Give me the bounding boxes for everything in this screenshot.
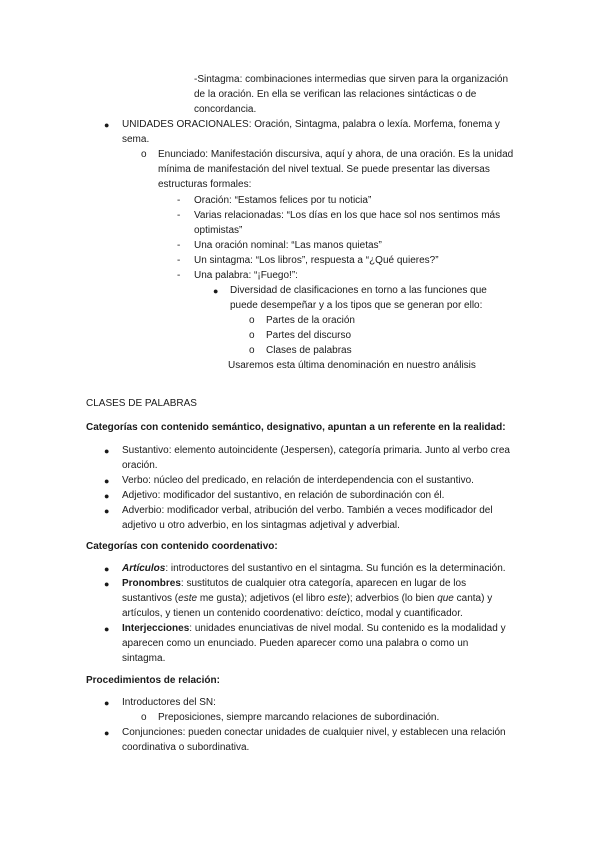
articulos-text: : introductores del sustantivo en el sintagma. Su función es la determinación. xyxy=(165,563,506,574)
preposiciones-line: Preposiciones, siempre marcando relaciones de subordinación. xyxy=(158,712,440,723)
circle-bullet-icon: o xyxy=(141,149,147,160)
diversidad-line-2: puede desempeñar y a los tipos que se generan por ello: xyxy=(230,300,483,311)
adverbio-line-1: Adverbio: modificador verbal, atribución del verbo. También a veces modificador del xyxy=(122,505,493,516)
pronombres-line-3: artículos, y tienen un contenido coordenativo: deíctico, modal y cuantificador. xyxy=(122,608,463,619)
pron-seg: sustantivos ( xyxy=(122,593,179,604)
enunciado-line-1: Enunciado: Manifestación discursiva, aquí y ahora, de una oración. Es la unidad xyxy=(158,149,514,160)
sub-item-partes-oracion: Partes de la oración xyxy=(266,315,355,326)
pron-seg: ); adverbios (lo bien xyxy=(346,593,438,604)
semantic-heading: Categorías con contenido semántico, designativo, apuntan a un referente en la realidad: xyxy=(86,422,506,433)
pron-seg: me gusta); adjetivos (el libro xyxy=(197,593,328,604)
sintagma-line-3: concordancia. xyxy=(194,104,257,115)
articulos-line xyxy=(122,562,506,576)
usaremos-line: Usaremos esta última denominación en nuestro análisis xyxy=(228,360,476,371)
dash-item-varias-line-2: optimistas” xyxy=(194,225,243,236)
circle-bullet-icon: o xyxy=(141,712,147,723)
conjunciones-line-1: Conjunciones: pueden conectar unidades de cualquier nivel, y establecen una relación xyxy=(122,727,506,738)
sub-item-clases-palabras: Clases de palabras xyxy=(266,345,352,356)
conjunciones-line-2: coordinativa o subordinativa. xyxy=(122,742,250,753)
pron-seg-italic: que xyxy=(437,593,454,604)
enunciado-line-3: estructuras formales: xyxy=(158,179,252,190)
circle-bullet-icon: o xyxy=(249,345,255,356)
pronombres-text: : sustitutos de cualquier otra categoría, aparecen en lugar de los xyxy=(180,578,467,589)
bullet-icon: ● xyxy=(213,286,219,296)
articulos-label: Artículos xyxy=(122,563,166,574)
dash-icon: - xyxy=(177,210,181,221)
interjecciones-line-3: sintagma. xyxy=(122,653,166,664)
interjecciones-text: : unidades enunciativas de nivel modal. Su contenido es la modalidad y xyxy=(189,623,506,634)
bullet-icon: ● xyxy=(104,506,110,516)
dash-item-nominal: Una oración nominal: “Las manos quietas” xyxy=(194,240,382,251)
interjecciones-label: Interjecciones xyxy=(122,623,190,634)
bullet-icon: ● xyxy=(104,491,110,501)
pron-seg: canta) y xyxy=(453,593,493,604)
pronombres-label: Pronombres xyxy=(122,578,181,589)
pron-seg-italic: este xyxy=(327,593,347,604)
sustantivo-line-2: oración. xyxy=(122,460,158,471)
interjecciones-line-1 xyxy=(122,622,506,636)
procedimientos-heading: Procedimientos de relación: xyxy=(86,675,220,686)
dash-item-palabra: Una palabra: “¡Fuego!”: xyxy=(194,270,298,281)
dash-icon: - xyxy=(177,270,181,281)
unidades-line-2: sema. xyxy=(122,134,150,145)
introductores-line: Introductores del SN: xyxy=(122,697,216,708)
interjecciones-line-2: aparecen como un enunciado. Pueden aparecer como una palabra o como un xyxy=(122,638,469,649)
enunciado-line-2: mínima de manifestación del nivel textual. Se puede presentar las diversas xyxy=(158,164,490,175)
bullet-icon: ● xyxy=(104,624,110,634)
pron-seg-italic: este xyxy=(178,593,198,604)
dash-item-sintagma: Un sintagma: “Los libros”, respuesta a “¿Qué quieres?” xyxy=(194,255,439,266)
pronombres-line-1 xyxy=(122,577,466,591)
sub-item-partes-discurso: Partes del discurso xyxy=(266,330,352,341)
circle-bullet-icon: o xyxy=(249,315,255,326)
circle-bullet-icon: o xyxy=(249,330,255,341)
sintagma-line-2: de la oración. En ella se verifican las relaciones sintácticas o de xyxy=(194,89,477,100)
section-title: CLASES DE PALABRAS xyxy=(86,398,197,409)
bullet-icon: ● xyxy=(104,564,110,574)
dash-item-varias-line-1: Varias relacionadas: “Los días en los que hace sol nos sentimos más xyxy=(194,210,501,221)
bullet-icon: ● xyxy=(104,579,110,589)
dash-icon: - xyxy=(177,255,181,266)
sustantivo-line-1: Sustantivo: elemento autoincidente (Jespersen), categoría primaria. Junto al verbo crea xyxy=(122,445,510,456)
adverbio-line-2: adjetivo u otro adverbio, en los sintagmas adjetival y adverbial. xyxy=(122,520,400,531)
bullet-icon: ● xyxy=(104,698,110,708)
pronombres-line-2 xyxy=(122,592,492,606)
unidades-line-1: UNIDADES ORACIONALES: Oración, Sintagma, palabra o lexía. Morfema, fonema y xyxy=(122,119,500,130)
dash-icon: - xyxy=(177,240,181,251)
coordenativo-heading: Categorías con contenido coordenativo: xyxy=(86,541,278,552)
dash-icon: - xyxy=(177,195,181,206)
adjetivo-line: Adjetivo: modificador del sustantivo, en relación de subordinación con él. xyxy=(122,490,445,501)
diversidad-line-1: Diversidad de clasificaciones en torno a las funciones que xyxy=(230,285,487,296)
bullet-icon: ● xyxy=(104,446,110,456)
bullet-icon: ● xyxy=(104,728,110,738)
bullet-icon: ● xyxy=(104,120,110,130)
bullet-icon: ● xyxy=(104,476,110,486)
dash-item-oracion: Oración: “Estamos felices por tu noticia” xyxy=(194,195,372,206)
sintagma-line-1: -Sintagma: combinaciones intermedias que sirven para la organización xyxy=(194,74,509,85)
verbo-line: Verbo: núcleo del predicado, en relación de interdependencia con el sustantivo. xyxy=(122,475,474,486)
